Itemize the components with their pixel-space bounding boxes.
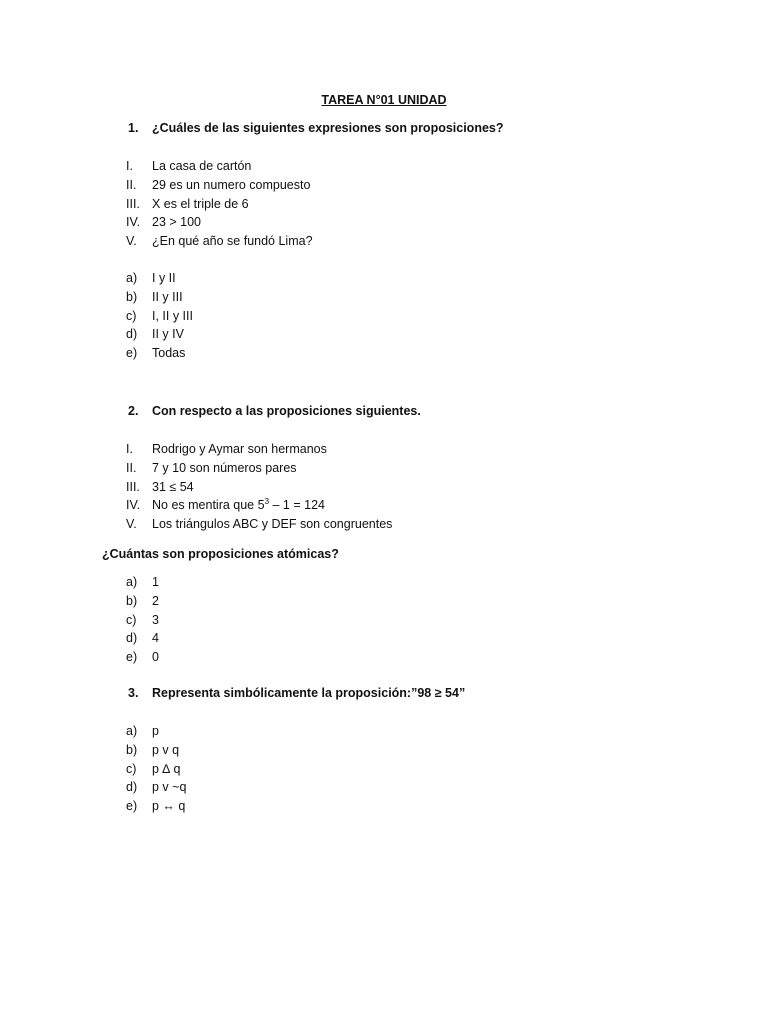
- list-item: I. La casa de cartón: [126, 159, 252, 173]
- question-1-statements: [126, 157, 313, 251]
- list-item: V. Los triángulos ABC y DEF son congruentes: [126, 517, 393, 532]
- answer-option: e) 0: [126, 650, 159, 665]
- question-2-statements: [126, 440, 392, 534]
- answer-option: a) p: [126, 724, 159, 738]
- answer-option: a) I y II: [126, 271, 176, 285]
- question-3-options: [126, 722, 186, 816]
- question-3-heading: [128, 686, 465, 700]
- list-item: IV. 23 > 100: [126, 215, 202, 230]
- answer-option: e) Todas: [126, 346, 186, 361]
- question-2-subquestion: ¿Cuántas son proposiciones atómicas?: [102, 547, 339, 561]
- answer-option: d) 4: [126, 631, 159, 646]
- exponent: 3: [264, 497, 270, 507]
- question-1-options: [126, 269, 193, 363]
- question-1-heading: [128, 121, 504, 135]
- list-item: III. X es el triple de 6: [126, 196, 249, 211]
- answer-option: a) 1: [126, 575, 159, 589]
- list-item: V. ¿En qué año se fundó Lima?: [126, 234, 313, 249]
- answer-option: c) I, II y III: [126, 308, 193, 323]
- answer-option: b) 2: [126, 593, 159, 608]
- list-item: III. 31 ≤ 54: [126, 479, 194, 494]
- answer-option: b) p v q: [126, 742, 180, 757]
- answer-option: c) p ∆ q: [126, 761, 181, 776]
- question-2-options: [126, 573, 159, 667]
- question-3-number: 3.: [128, 686, 139, 700]
- list-item: II. 29 es un numero compuesto: [126, 177, 311, 192]
- question-2-heading: [128, 404, 421, 418]
- document-title: TAREA N°01 UNIDAD: [321, 93, 447, 107]
- answer-option: d) p v ~q: [126, 780, 187, 795]
- question-1-number: 1.: [128, 121, 139, 135]
- answer-option: e) p ↔ q: [126, 799, 186, 814]
- answer-option: c) 3: [126, 612, 159, 627]
- question-2-number: 2.: [128, 404, 139, 418]
- answer-option: d) II y IV: [126, 327, 184, 342]
- answer-option: b) II y III: [126, 289, 183, 304]
- list-item: II. 7 y 10 son números pares: [126, 460, 297, 475]
- list-item: IV. No es mentira que $5^3 - 1 = 124$: [126, 497, 325, 513]
- question-3-text: Representa simbólicamente la proposición:”98 ≥ 54”: [152, 686, 466, 700]
- question-1-text: ¿Cuáles de las siguientes expresiones son proposiciones?: [152, 121, 504, 135]
- list-item: I. Rodrigo y Aymar son hermanos: [126, 442, 327, 456]
- question-2-text: Con respecto a las proposiciones siguientes.: [152, 404, 421, 418]
